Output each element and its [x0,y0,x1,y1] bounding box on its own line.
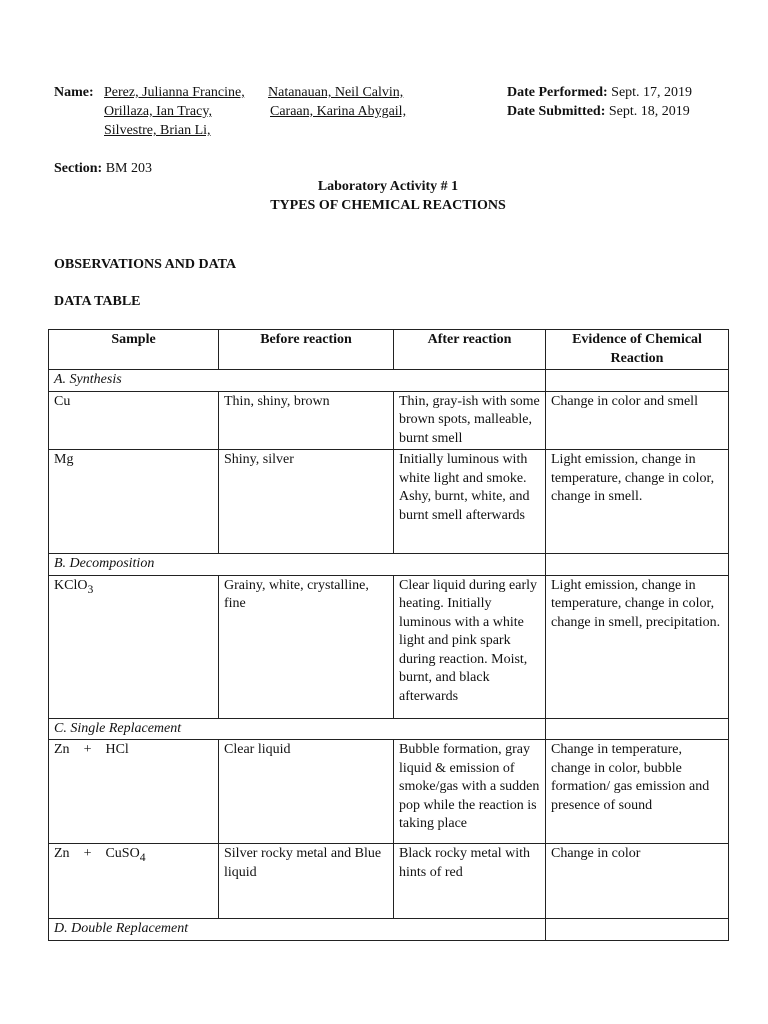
sample-cell [49,844,219,919]
date-submitted-value: Sept. 18, 2019 [608,104,690,119]
table-row [49,450,729,554]
data-table-heading: DATA TABLE [54,294,141,309]
after-cell: Bubble formation, gray liquid & emission of smoke/gas with a sudden pop while the reaction is taking place [394,740,546,844]
reactant-a: Zn [54,742,70,757]
section-label-single-replacement: C. Single Replacement [49,718,546,740]
plus-sign: + [83,846,92,861]
date-performed-value: Sept. 17, 2019 [611,85,693,100]
observations-heading: OBSERVATIONS AND DATA [54,257,237,272]
student-name: Orillaza, Ian Tracy, [104,104,212,119]
section-row-double-replacement [49,919,729,941]
evidence-cell: Change in color [546,844,729,919]
column-header-before: Before reaction [219,330,394,370]
before-cell: Silver rocky metal and Blue liquid [219,844,394,919]
formula-subscript: 4 [139,850,146,864]
date-performed-label: Date Performed: [507,85,608,100]
before-cell: Shiny, silver [219,450,394,554]
reactant-a: Zn [54,846,70,861]
student-name: Silvestre, Brian Li, [104,123,211,138]
date-submitted-label: Date Submitted: [507,104,606,119]
column-header-evidence: Evidence of Chemical Reaction [546,330,729,370]
empty-cell [546,554,729,576]
evidence-cell: Change in color and smell [546,391,729,450]
after-cell: Initially luminous with white light and smoke. Ashy, burnt, white, and burnt smell afterwards [394,450,546,554]
name-label: Name: [54,85,94,100]
table-row [49,391,729,450]
sample-cell: Cu [49,391,219,450]
data-table [48,329,729,941]
section-row-single-replacement [49,718,729,740]
activity-title: TYPES OF CHEMICAL REACTIONS [270,198,506,213]
plus-sign: + [83,742,92,757]
evidence-cell: Light emission, change in temperature, change in color, change in smell, precipitation. [546,575,729,718]
table-row [49,575,729,718]
table-row [49,844,729,919]
sample-cell [49,575,219,718]
before-cell: Thin, shiny, brown [219,391,394,450]
student-name: Natanauan, Neil Calvin, [268,85,404,100]
formula-main: KClO [54,577,88,593]
evidence-cell: Light emission, change in temperature, change in color, change in smell. [546,450,729,554]
section-label-synthesis: A. Synthesis [49,370,546,392]
student-name: Caraan, Karina Abygail, [270,104,407,119]
student-name: Perez, Julianna Francine, [104,85,245,100]
reactant-b: HCl [105,742,129,757]
sample-cell [49,740,219,844]
reactant-b: CuSO [105,846,140,861]
empty-cell [546,718,729,740]
column-header-sample: Sample [49,330,219,370]
before-cell: Grainy, white, crystalline, fine [219,575,394,718]
after-cell: Black rocky metal with hints of red [394,844,546,919]
table-header-row [49,330,729,370]
section-row-synthesis [49,370,729,392]
activity-number: Laboratory Activity # 1 [317,179,459,194]
before-cell: Clear liquid [219,740,394,844]
empty-cell [546,370,729,392]
empty-cell [546,919,729,941]
section-label: Section: [54,161,103,176]
after-cell: Clear liquid during early heating. Initially luminous with a white light and pink spark during reaction. Moist, burnt, and black afterwards [394,575,546,718]
date-performed [507,83,692,102]
formula-subscript: 3 [87,582,94,596]
date-submitted [507,102,690,121]
sample-cell: Mg [49,450,219,554]
evidence-cell: Change in temperature, change in color, bubble formation/ gas emission and presence of sound [546,740,729,844]
section [54,159,152,178]
section-label-double-replacement: D. Double Replacement [49,919,546,941]
after-cell: Thin, gray-ish with some brown spots, malleable, burnt smell [394,391,546,450]
section-label-decomposition: B. Decomposition [49,554,546,576]
column-header-after: After reaction [394,330,546,370]
section-row-decomposition [49,554,729,576]
section-value: BM 203 [105,161,153,176]
table-row [49,740,729,844]
